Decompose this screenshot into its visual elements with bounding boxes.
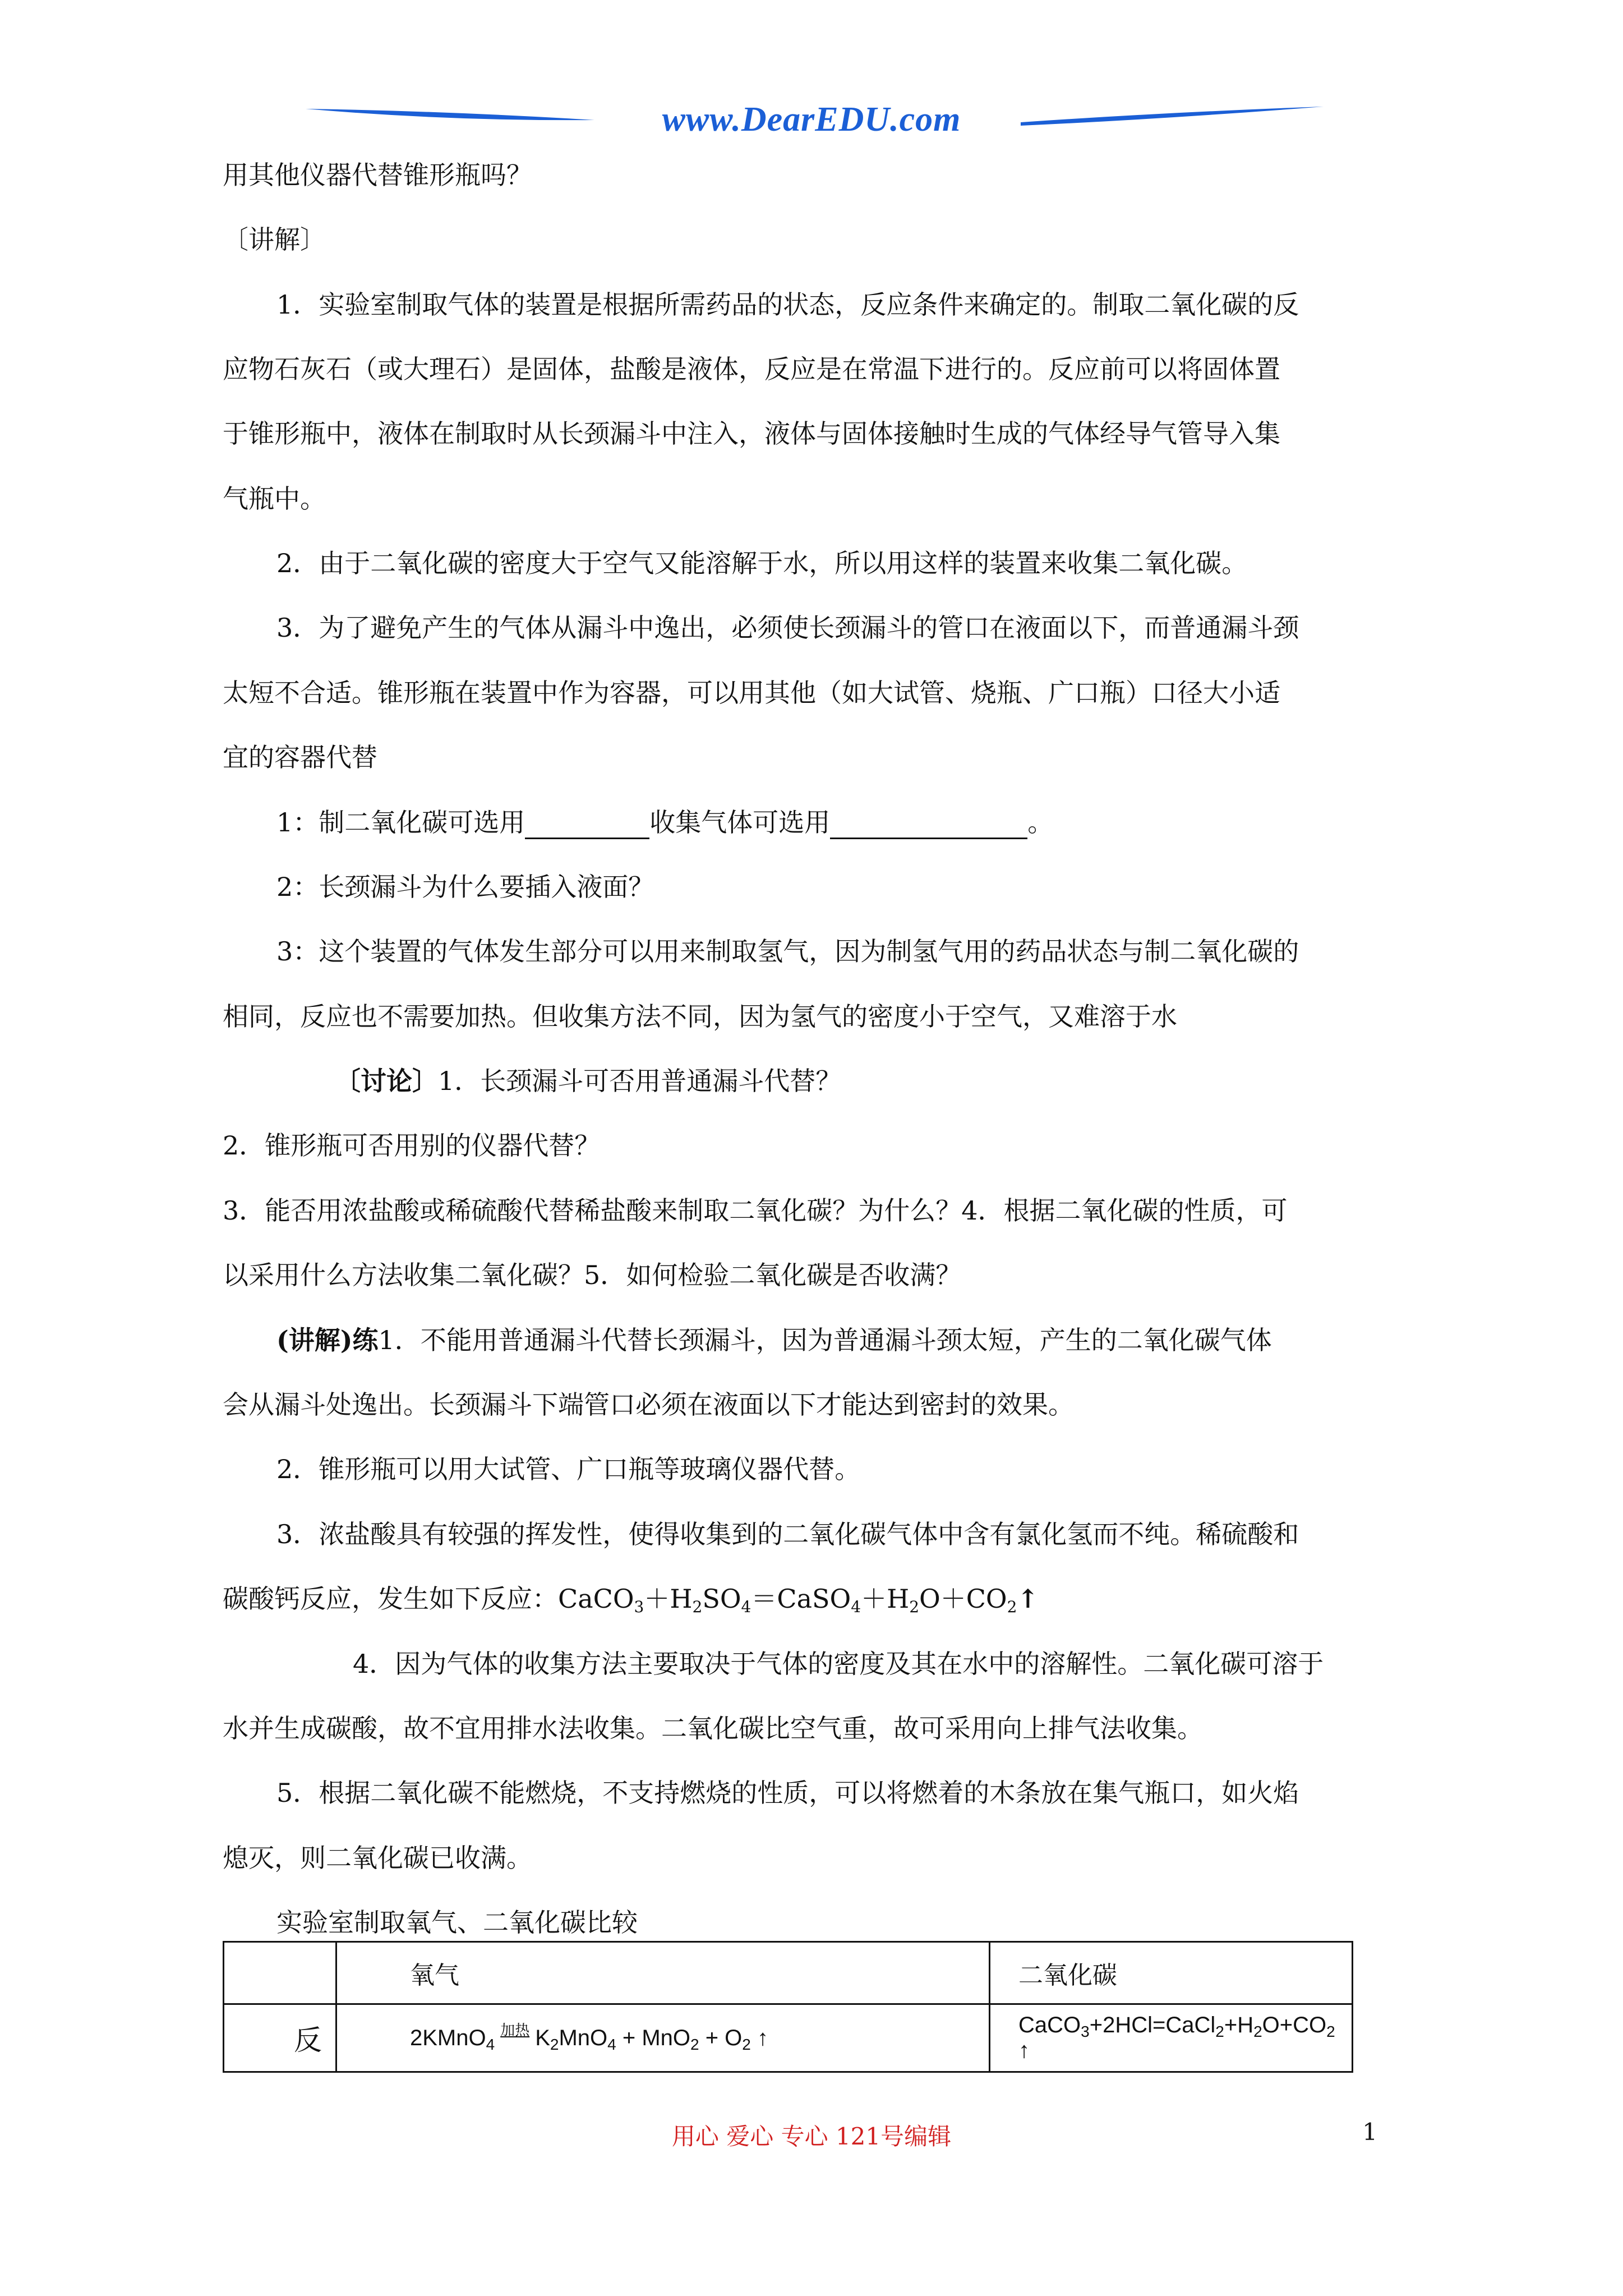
fill-in-question bbox=[223, 806, 1460, 839]
table-row-label: 反 bbox=[224, 2004, 336, 2072]
text-line: 3．浓盐酸具有较强的挥发性，使得收集到的二氧化碳气体中含有氯化氢而不纯。稀硫酸和 bbox=[276, 1519, 1299, 1549]
text-line: 于锥形瓶中，液体在制取时从长颈漏斗中注入，液体与固体接触时生成的气体经导气管导入集 bbox=[223, 418, 1280, 449]
oxygen-equation: 2KMnO$_4^{加热}$ $K_2MnO_4 + MnO_2 + O_2$ ↑ bbox=[336, 2004, 990, 2072]
table-header-oxygen: 氧气 bbox=[336, 1942, 990, 2004]
discussion-text: 1．长颈漏斗可否用普通漏斗代替？ bbox=[438, 1066, 842, 1096]
co2-equation: $CaCO_3+2HCl=CaCl_2+H_2O+CO_2↑$ bbox=[990, 2004, 1353, 2072]
text-line: 水并生成碳酸，故不宜用排水法收集。二氧化碳比空气重，故可采用向上排气法收集。 bbox=[223, 1713, 1203, 1743]
text-line: 3：这个装置的气体发生部分可以用来制取氢气，因为制氢气用的药品状态与制二氧化碳的 bbox=[276, 936, 1299, 967]
text-line: 2：长颈漏斗为什么要插入液面？ bbox=[276, 872, 654, 902]
discussion-label: 〔讨论〕 bbox=[335, 1066, 438, 1096]
answer-line bbox=[223, 1323, 1460, 1357]
fill-text-b: 收集气体可选用 bbox=[649, 807, 831, 838]
text-line: 2．由于二氧化碳的密度大于空气又能溶解于水，所以用这样的装置来收集二氧化碳。 bbox=[276, 548, 1248, 578]
text-line: 相同，反应也不需要加热。但收集方法不同，因为氢气的密度小于空气，又难溶于水 bbox=[223, 1001, 1177, 1032]
blank-line bbox=[830, 812, 1027, 839]
gas-arrow-icon: ↑ bbox=[1017, 1584, 1039, 1614]
text-line: 3．为了避免产生的气体从漏斗中逸出，必须使长颈漏斗的管口在液面以下，而普通漏斗颈 bbox=[276, 613, 1299, 643]
text-line: 2．锥形瓶可否用别的仪器代替？ bbox=[223, 1130, 601, 1161]
equation-line bbox=[223, 1582, 1406, 1616]
header-logo-text: www.DearEDU.com bbox=[662, 100, 961, 139]
chemical-equation: $CaCO_3+H_2SO_4=CaSO_4+H_2O+CO_2↑$ bbox=[558, 1584, 1039, 1614]
table-cell bbox=[224, 1942, 336, 2004]
text-line: 太短不合适。锥形瓶在装置中作为容器，可以用其他（如大试管、烧瓶、广口瓶）口径大小适 bbox=[223, 678, 1280, 708]
text-line: 2．锥形瓶可以用大试管、广口瓶等玻璃仪器代替。 bbox=[276, 1454, 861, 1484]
footer-editor-note: 用心 爱心 专心 121号编辑 bbox=[671, 2123, 952, 2150]
answer-text: 1．不能用普通漏斗代替长颈漏斗，因为普通漏斗颈太短，产生的二氧化碳气体 bbox=[378, 1325, 1272, 1355]
table-row bbox=[224, 2004, 1353, 2072]
text-line: 1．实验室制取气体的装置是根据所需药品的状态，反应条件来确定的。制取二氧化碳的反 bbox=[276, 289, 1299, 320]
gas-arrow-icon: ↑ bbox=[757, 2025, 768, 2050]
fill-text-c: 。 bbox=[1027, 807, 1054, 838]
text-line: 〔讲解〕 bbox=[223, 224, 326, 255]
page-number: 1 bbox=[1362, 2118, 1377, 2146]
text-line: 会从漏斗处逸出。长颈漏斗下端管口必须在液面以下才能达到密封的效果。 bbox=[223, 1389, 1074, 1420]
text-line: 3．能否用浓盐酸或稀硫酸代替稀盐酸来制取二氧化碳？为什么？4．根据二氧化碳的性质，可 bbox=[223, 1195, 1288, 1226]
comparison-table bbox=[223, 1941, 1353, 2073]
table-header-row bbox=[224, 1942, 1353, 2004]
fill-text-a: 1：制二氧化碳可选用 bbox=[276, 807, 525, 838]
text-line: 4．因为气体的收集方法主要取决于气体的密度及其在水中的溶解性。二氧化碳可溶于 bbox=[353, 1649, 1324, 1679]
text-span: 碳酸钙反应，发生如下反应： bbox=[223, 1584, 558, 1614]
answer-label: (讲解)练 bbox=[276, 1325, 379, 1355]
table-title: 实验室制取氧气、二氧化碳比较 bbox=[276, 1907, 638, 1938]
table-header-co2: 二氧化碳 bbox=[990, 1942, 1353, 2004]
discussion-line bbox=[223, 1064, 1518, 1098]
blank-line bbox=[525, 812, 649, 839]
text-line: 以采用什么方法收集二氧化碳？5．如何检验二氧化碳是否收满？ bbox=[223, 1260, 962, 1290]
text-line: 应物石灰石（或大理石）是固体，盐酸是液体，反应是在常温下进行的。反应前可以将固体置 bbox=[223, 354, 1280, 384]
text-line: 5．根据二氧化碳不能燃烧，不支持燃烧的性质，可以将燃着的木条放在集气瓶口，如火焰 bbox=[276, 1778, 1299, 1808]
text-line: 熄灭，则二氧化碳已收满。 bbox=[223, 1843, 532, 1873]
condition-heat: 加热 bbox=[500, 2021, 530, 2039]
gas-arrow-icon: ↑ bbox=[1018, 2038, 1030, 2063]
text-line: 宜的容器代替 bbox=[223, 742, 377, 772]
text-line: 气瓶中。 bbox=[223, 484, 326, 514]
text-line: 用其他仪器代替锥形瓶吗？ bbox=[223, 160, 532, 190]
